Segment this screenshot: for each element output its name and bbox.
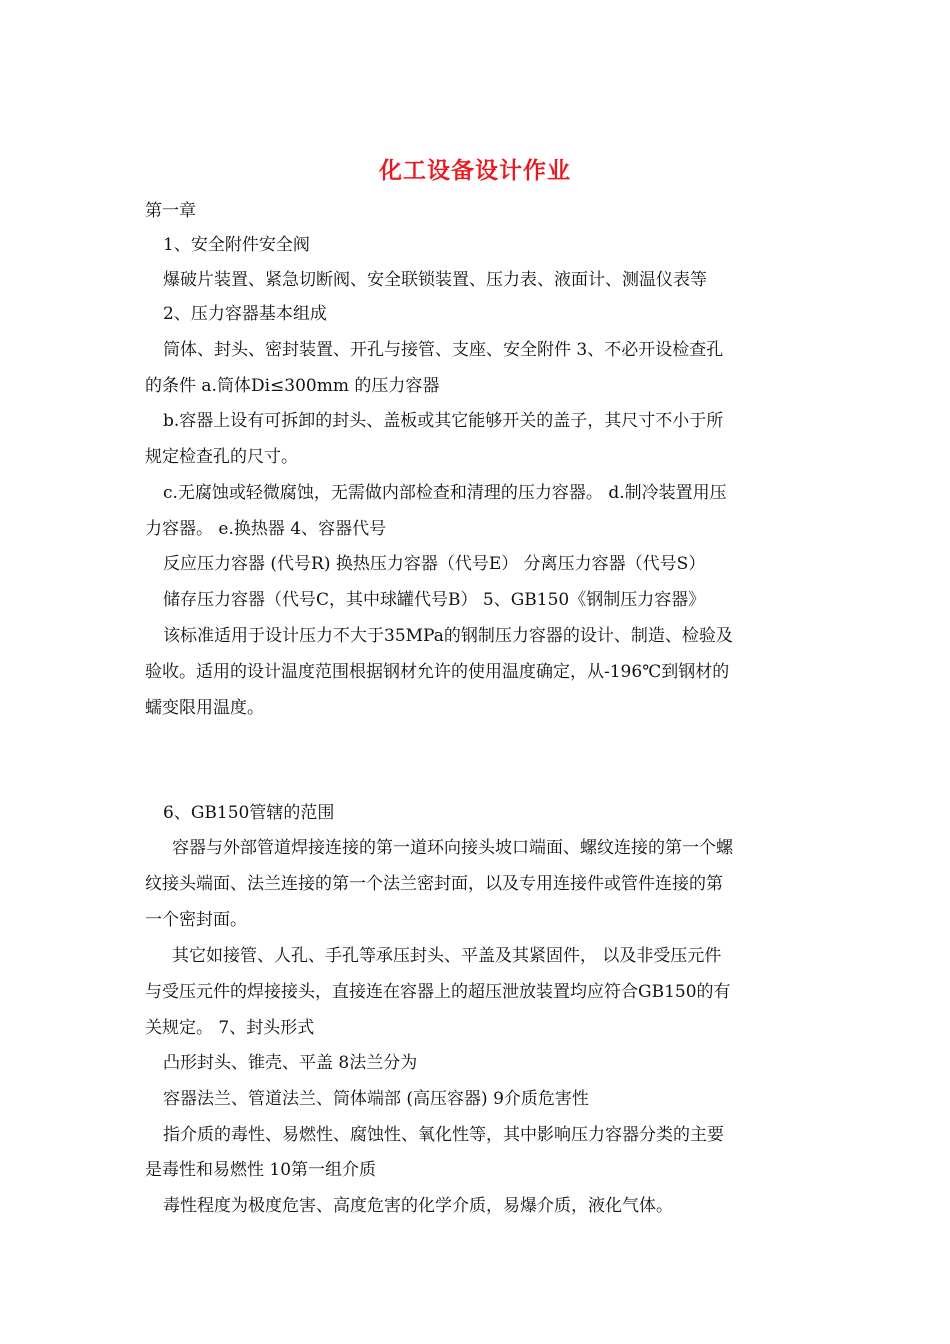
item-2-heading: 2、压力容器基本组成 (163, 304, 327, 324)
chapter-heading: 第一章 (145, 201, 196, 221)
item-7-body: 凸形封头、锥壳、平盖 8法兰分为 (163, 1053, 418, 1073)
item-1-heading: 1、安全附件安全阀 (163, 235, 310, 255)
item-6-para2-cont: 与受压元件的焊接接头，直接连在容器上的超压泄放装置均应符合GB150的有 (145, 982, 731, 1002)
item-1-body: 爆破片装置、紧急切断阀、安全联锁装置、压力表、液面计、测温仪表等 (163, 270, 707, 290)
item-5-body-end: 蠕变限用温度。 (145, 698, 264, 718)
item-5-body-cont: 验收。适用的设计温度范围根据钢材允许的使用温度确定，从-196℃到钢材的 (145, 662, 730, 682)
item-9-body-cont: 是毒性和易燃性 10第一组介质 (145, 1160, 377, 1180)
document-title: 化工设备设计作业 (379, 157, 571, 184)
item-3-condition-c: c.无腐蚀或轻微腐蚀，无需做内部检查和清理的压力容器。 d.制冷装置用压 (163, 483, 727, 503)
item-6-para2: 其它如接管、人孔、手孔等承压封头、平盖及其紧固件， 以及非受压元件 (172, 946, 722, 966)
item-6-body-cont: 纹接头端面、法兰连接的第一个法兰密封面，以及专用连接件或管件连接的第 (145, 874, 723, 894)
item-6-body: 容器与外部管道焊接连接的第一道环向接头坡口端面、螺纹连接的第一个螺 (172, 838, 733, 858)
item-4-codes: 反应压力容器 (代号R) 换热压力容器（代号E） 分离压力容器（代号S） (163, 554, 706, 574)
item-8-body: 容器法兰、管道法兰、筒体端部 (高压容器) 9介质危害性 (163, 1089, 589, 1109)
item-2-body: 筒体、封头、密封装置、开孔与接管、支座、安全附件 3、不必开设检查孔 (163, 340, 724, 360)
item-6-heading: 6、GB150管辖的范围 (163, 803, 335, 823)
item-3-condition-a: 的条件 a.筒体Di≤300mm 的压力容器 (145, 376, 440, 396)
item-6-body-end: 一个密封面。 (145, 910, 247, 930)
item-9-body: 指介质的毒性、易燃性、腐蚀性、氧化性等，其中影响压力容器分类的主要 (163, 1125, 724, 1145)
item-3-condition-b-cont: 规定检查孔的尺寸。 (145, 447, 298, 467)
item-3-condition-b: b.容器上设有可拆卸的封头、盖板或其它能够开关的盖子，其尺寸不小于所 (163, 411, 724, 431)
item-4-codes-cont: 储存压力容器（代号C，其中球罐代号B） 5、GB150《钢制压力容器》 (163, 590, 706, 610)
item-10-body: 毒性程度为极度危害、高度危害的化学介质，易爆介质，液化气体。 (163, 1196, 673, 1216)
item-7-heading: 关规定。 7、封头形式 (145, 1018, 315, 1038)
item-3-condition-e: 力容器。 e.换热器 4、容器代号 (145, 519, 387, 539)
item-5-body: 该标准适用于设计压力不大于35MPa的钢制压力容器的设计、制造、检验及 (163, 626, 733, 646)
